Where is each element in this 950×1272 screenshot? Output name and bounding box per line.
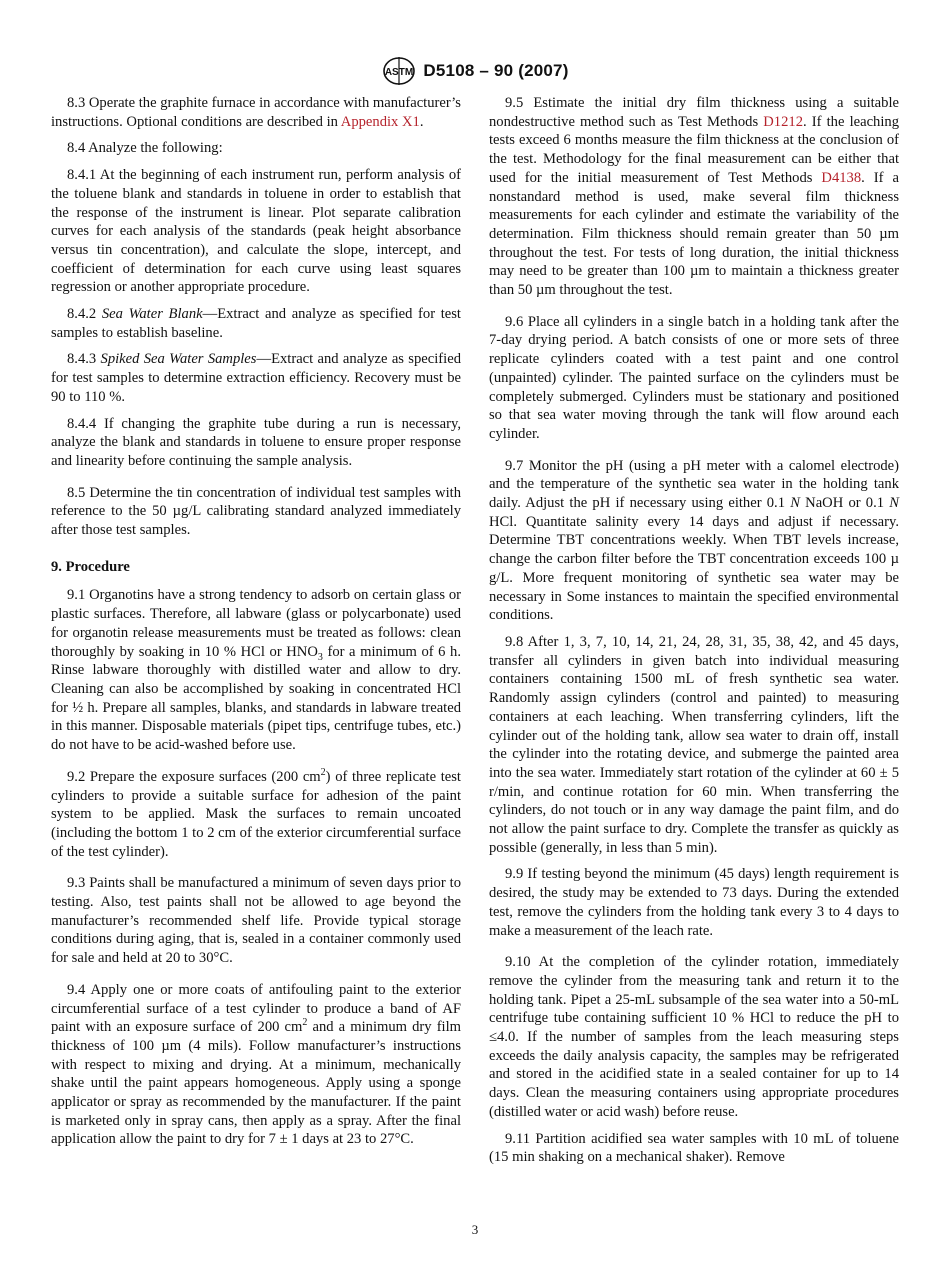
para-8-4-2: 8.4.2 Sea Water Blank—Extract and analyze as specified for test samples to establish baseline. xyxy=(51,306,461,341)
left-column xyxy=(51,94,461,1149)
para-8-3: 8.3 Operate the graphite furnace in accordance with manufacturer’s instructions. Optional conditions are described in Appendix X1. xyxy=(51,95,461,130)
d1212-link[interactable]: D1212 xyxy=(763,113,803,130)
page-header xyxy=(0,56,950,86)
astm-logo xyxy=(381,56,417,86)
section-heading-procedure: 9. Procedure xyxy=(51,558,130,575)
para-8-4-1: 8.4.1 At the beginning of each instrument run, perform analysis of the toluene blank and standards in toluene in order to establish that the response of the instrument is linear. Plot separate calibration curves for each analysis of the standards (peak height absorbance versus tin concentration), and calculate the slope, intercept, and coefficient of determination for each curve using least squares regression or another appropriate procedure. xyxy=(51,167,461,296)
para-8-5: 8.5 Determine the tin concentration of individual test samples with reference to the 50 µg/L calibrating standard analyzed immediately after those test samples. xyxy=(51,484,461,539)
para-9-5: 9.5 Estimate the initial dry film thickness using a suitable nondestructive method such as Test Methods D1212. If the leaching tests exceed 6 months measure the film thickness at the conclusion of the test. Methodology for the final measurement can be either that used for the initial measurement of Test Methods D4138. If a nonstandard method is used, make several film thickness measurements for each cylinder and estimate the variability of the determination. Film thickness should remain greater than 50 µm throughout the test. For tests of long duration, the initial thickness may need to be greater than 100 µm to maintain a thickness greater than 50 µm throughout the test. xyxy=(489,95,899,299)
para-8-4-3: 8.4.3 Spiked Sea Water Samples—Extract and analyze as specified for test samples to determine extraction efficiency. Recovery must be 90 to 110 %. xyxy=(51,351,461,405)
appendix-x1-link[interactable]: Appendix X1 xyxy=(340,113,420,130)
para-9-9: 9.9 If testing beyond the minimum (45 days) length requirement is desired, the study may be extended to 73 days. During the extended test, remove the cylinders from the holding tank every 3 to 4 days to make a measurement of the leach rate. xyxy=(489,866,899,939)
para-9-4: 9.4 Apply one or more coats of antifouling paint to the exterior circumferential surface of a test cylinder to produce a band of AF paint with an exposure surface of 200 $cm^2$ and a minimum dry film thickness of 100 µm (4 mils). Follow manufacturer’s instructions with respect to mixing and drying. At a minimum, mechanically shake until the paint appears homogeneous. Apply using a sponge applicator or spray as recommended by the manufacturer. If the paint is marketed only in spray cans, then apply as a spray. After the final application allow the paint to dry for 7 ± 1 days at 23 to 27°C. xyxy=(51,981,462,1148)
astm-logo-icon xyxy=(381,56,417,86)
svg-text:ASTM: ASTM xyxy=(385,67,414,78)
para-9-10: 9.10 At the completion of the cylinder rotation, immediately remove the cylinder from the measuring tank and return it to the holding tank. Pipet a 25-mL subsample of the sea water into a 50-mL centrifuge tube containing sufficient 10 % HCl to reduce the pH to ≤4.0. If the number of samples from the leach measuring steps exceeds the daily analysis capacity, the samples may be refrigerated and stored in the acidified state in a sealed container for up to 14 days. Clean the measuring containers using appropriate procedures (distilled water or acid wash) before reuse. xyxy=(489,954,899,1120)
para-9-1: 9.1 Organotins have a strong tendency to adsorb on certain glass or plastic surfaces. Therefore, all labware (glass or polycarbonate) used for organotin release measurements must be treated as follows: clean thoroughly by soaking in 10 % HCl or $HNO_3$ for a minimum of 6 h. Rinse labware thoroughly with distilled water and allow to dry. Cleaning can also be accomplished by soaking in concentrated HCl for ½ h. Prepare all samples, blanks, and standards in labware treated in this manner. Disposable materials (pipet tips, centrifuge tubes, etc.) do not have to be acid-washed before use. xyxy=(51,587,461,754)
para-9-2: 9.2 Prepare the exposure surfaces (200 $cm^2$) of three replicate test cylinders to provide a suitable surface for adhesion of the paint system to be applied. Mask the surfaces to remain uncoated (including the bottom 1 to 2 cm of the exterior circumferential surface of the test cylinder). xyxy=(51,766,461,860)
right-column xyxy=(489,94,899,1167)
d4138-link[interactable]: D4138 xyxy=(821,169,862,186)
document-designation: D5108 – 90 (2007) xyxy=(423,61,569,80)
para-9-3: 9.3 Paints shall be manufactured a minimum of seven days prior to testing. Also, test paints shall not be allowed to age beyond the manufacturer’s recommended shelf life. Provide typical storage conditions during aging, that is, sealed in a container commonly used for sale and held at 20 to 30°C. xyxy=(51,875,461,967)
para-8-4-4: 8.4.4 If changing the graphite tube during a run is necessary, analyze the blank and standards in toluene to ensure proper response and linearity before continuing the sample analysis. xyxy=(51,415,461,469)
page-number: 3 xyxy=(471,1222,479,1237)
para-9-8: 9.8 After 1, 3, 7, 10, 14, 21, 24, 28, 31, 35, 38, 42, and 45 days, transfer all cylinders in given batch into individual measuring containers containing 1500 mL of fresh synthetic sea water. Randomly assign cylinders (control and painted) to measuring containers at each leaching. When transferring cylinders, lift the cylinder out of the holding tank, allow sea water to drain off, install the cylinder into the rotating device, and submerge the painted area into the sea water. Immediately start rotation of the cylinder at 60 ± 5 r/min, and continue rotation for 60 min. When transferring the cylinders, do not touch or in any way damage the paint film, and do not allow the paint surface to dry. Complete the transfer as quickly as possible (generally, in less than 5 min). xyxy=(489,633,899,856)
para-9-7: 9.7 Monitor the pH (using a pH meter with a calomel electrode) and the temperature of the synthetic sea water in the holding tank daily. Adjust the pH if necessary using either 0.1 N NaOH or 0.1 N HCl. Quantitate salinity every 14 days and adjust if necessary. Determine TBT concentrations weekly. When TBT levels increase, change the carbon filter before the TBT concentration exceeds 100 µ g/L. More frequent monitoring of synthetic sea water may be necessary in Some instances to maintain the specified environmental conditions. xyxy=(489,457,899,624)
para-9-6: 9.6 Place all cylinders in a single batch in a holding tank after the 7-day drying period. A batch consists of one or more sets of three replicate cylinders coated with a test paint and one control (unpainted) cylinder. The painted surface on the cylinders must be completely submerged. Cylinders must be stationary and positioned so that sea water moving through the tank will flow around each cylinder. xyxy=(489,313,899,442)
para-8-4: 8.4 Analyze the following: xyxy=(67,140,223,157)
para-9-11: 9.11 Partition acidified sea water samples with 10 mL of toluene (15 min shaking on a mechanical shaker). Remove xyxy=(489,1130,899,1166)
